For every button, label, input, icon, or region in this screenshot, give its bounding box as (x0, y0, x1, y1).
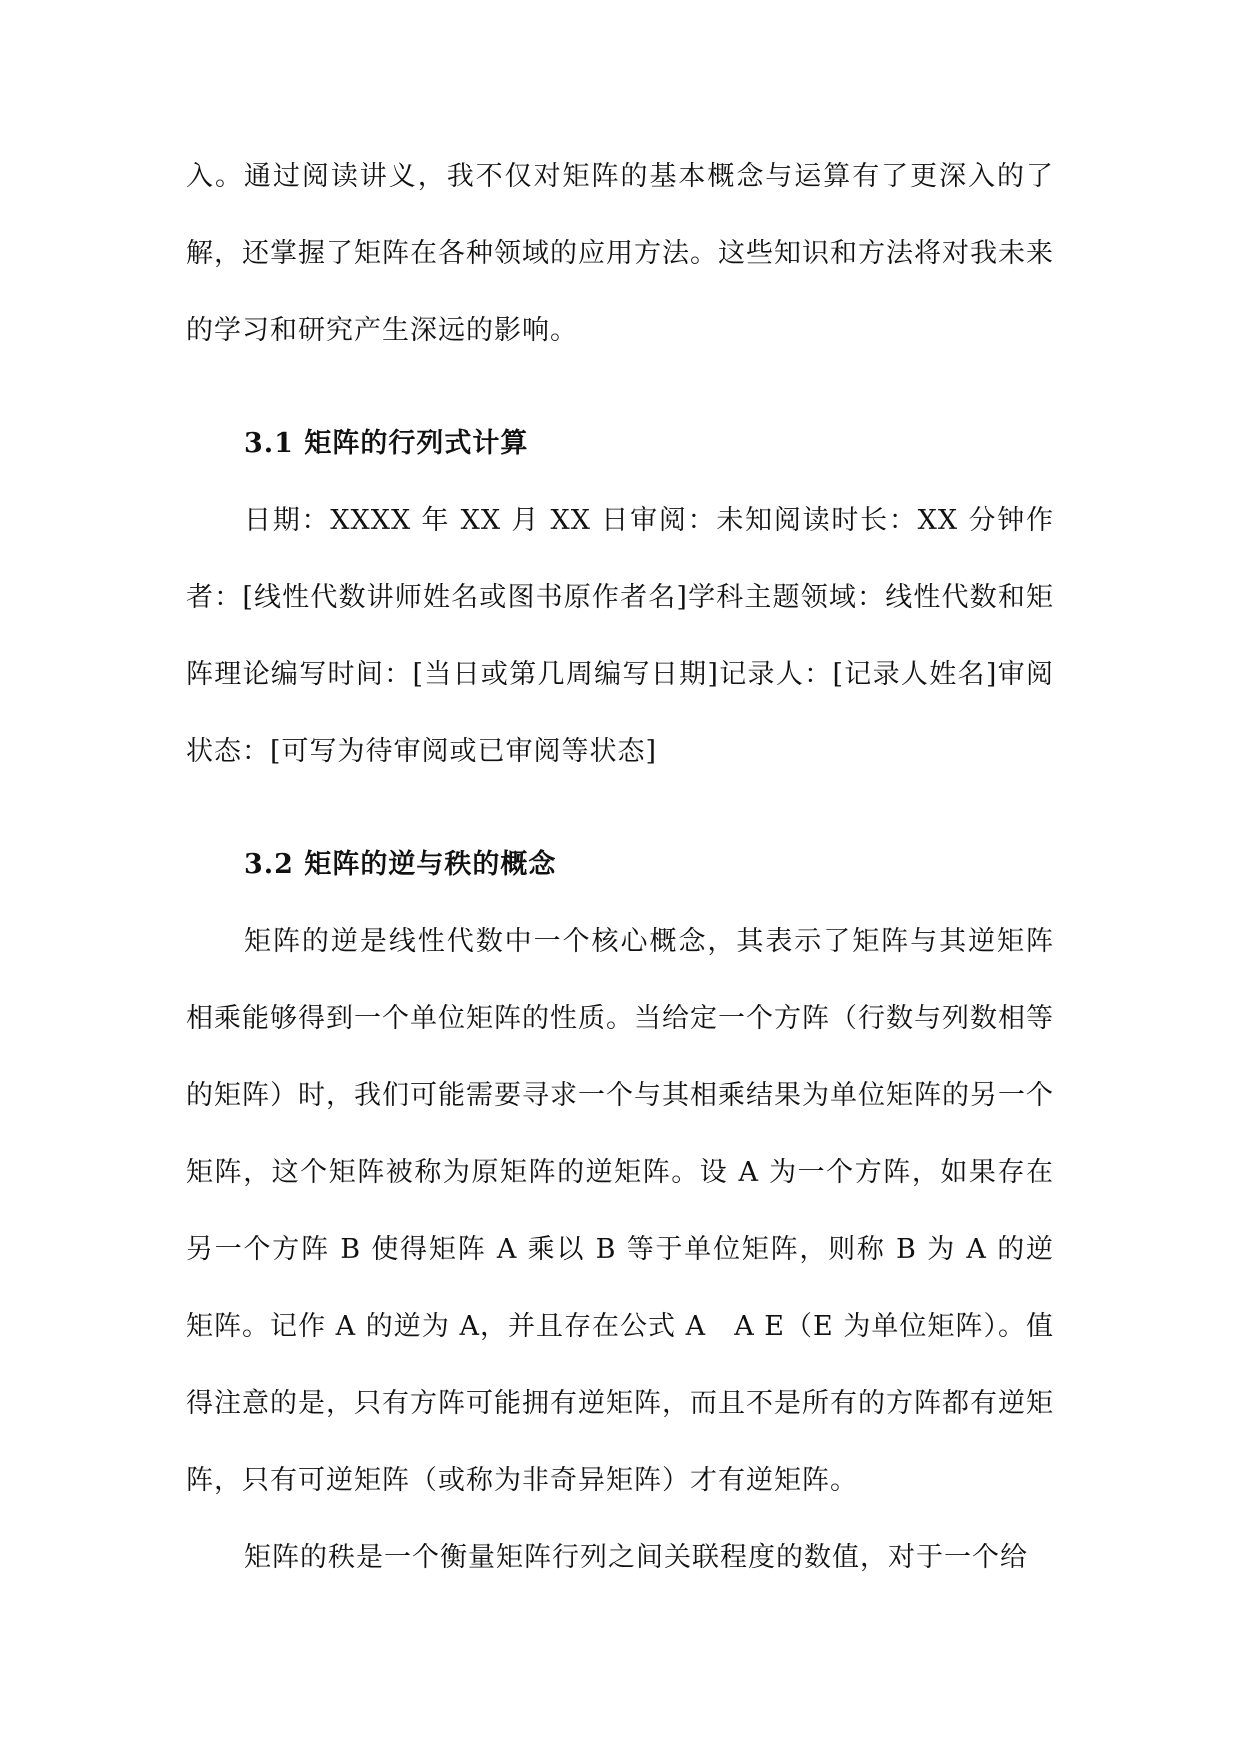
section-spacer (186, 790, 1054, 826)
section-3-2-paragraph-rank: 矩阵的秩是一个衡量矩阵行列之间关联程度的数值，对于一个给 (244, 1542, 1028, 1573)
document-body (186, 138, 1054, 1596)
section-3-1-paragraph: 日期：XXXX 年 XX 月 XX 日审阅：未知阅读时长：XX 分钟作者：[线性代数讲师姓名或图书原作者名]学科主题领域：线性代数和矩阵理论编写时间：[当日或第几周编写日期]记录人：[记录人姓名]审阅状态：[可写为待审阅或已审阅等状态] (186, 505, 1054, 767)
section-heading-3-1: 3.1 矩阵的行列式计算 (244, 428, 529, 459)
section-spacer (186, 369, 1054, 405)
intro-paragraph: 入。通过阅读讲义，我不仅对矩阵的基本概念与运算有了更深入的了解，还掌握了矩阵在各种领域的应用方法。这些知识和方法将对我未来的学习和研究产生深远的影响。 (186, 161, 1054, 346)
section-heading-3-2: 3.2 矩阵的逆与秩的概念 (244, 849, 557, 880)
section-3-2-paragraph-inverse: 矩阵的逆是线性代数中一个核心概念，其表示了矩阵与其逆矩阵相乘能够得到一个单位矩阵的性质。当给定一个方阵（行数与列数相等的矩阵）时，我们可能需要寻求一个与其相乘结果为单位矩阵的另一个矩阵，这个矩阵被称为原矩阵的逆矩阵。设 A 为一个方阵，如果存在另一个方阵 B 使得矩阵 A 乘以 B 等于单位矩阵，则称 B 为 A 的逆矩阵。记作 A 的逆为 A，并且存在公式 A A E（E 为单位矩阵）。值得注意的是，只有方阵可能拥有逆矩阵，而且不是所有的方阵都有逆矩阵，只有可逆矩阵（或称为非奇异矩阵）才有逆矩阵。 (186, 926, 1054, 1496)
